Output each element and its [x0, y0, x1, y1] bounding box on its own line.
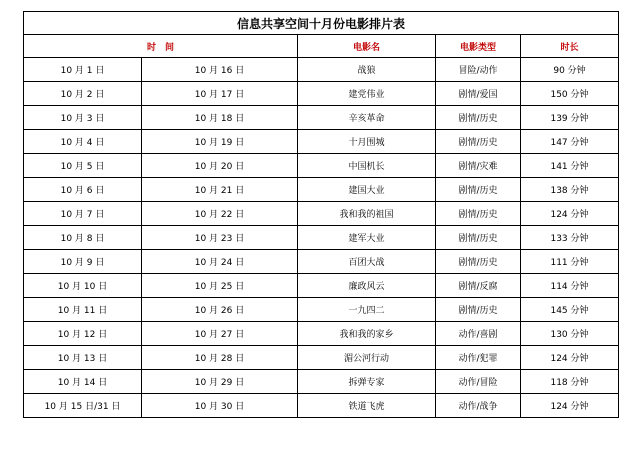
- movie-duration: 133 分钟: [521, 226, 619, 250]
- movie-genre: 剧情/历史: [436, 202, 521, 226]
- second-screening-date: 10 月 25 日: [142, 274, 298, 298]
- table-row: [24, 370, 619, 394]
- movie-genre: 动作/犯罪: [436, 346, 521, 370]
- first-screening-date: 10 月 4 日: [24, 130, 142, 154]
- header-movie: 电影名: [298, 35, 436, 58]
- second-screening-date: 10 月 17 日: [142, 82, 298, 106]
- schedule-sheet: [23, 11, 618, 421]
- first-screening-date: 10 月 6 日: [24, 178, 142, 202]
- first-screening-date: 10 月 9 日: [24, 250, 142, 274]
- second-screening-date: 10 月 21 日: [142, 178, 298, 202]
- movie-genre: 冒险/动作: [436, 58, 521, 82]
- first-screening-date: 10 月 13 日: [24, 346, 142, 370]
- movie-name: 湄公河行动: [298, 346, 436, 370]
- movie-name: 十月围城: [298, 130, 436, 154]
- movie-genre: 剧情/历史: [436, 130, 521, 154]
- table-row: [24, 154, 619, 178]
- header-duration: 时长: [521, 35, 619, 58]
- second-screening-date: 10 月 23 日: [142, 226, 298, 250]
- schedule-table: [23, 11, 619, 418]
- first-screening-date: 10 月 10 日: [24, 274, 142, 298]
- table-row: [24, 322, 619, 346]
- movie-genre: 剧情/爱国: [436, 82, 521, 106]
- movie-duration: 141 分钟: [521, 154, 619, 178]
- table-row: [24, 106, 619, 130]
- movie-name: 百团大战: [298, 250, 436, 274]
- movie-name: 廉政风云: [298, 274, 436, 298]
- movie-duration: 124 分钟: [521, 346, 619, 370]
- table-row: [24, 394, 619, 418]
- second-screening-date: 10 月 24 日: [142, 250, 298, 274]
- second-screening-date: 10 月 16 日: [142, 58, 298, 82]
- movie-genre: 剧情/历史: [436, 298, 521, 322]
- movie-name: 建军大业: [298, 226, 436, 250]
- table-row: [24, 58, 619, 82]
- movie-duration: 111 分钟: [521, 250, 619, 274]
- movie-name: 战狼: [298, 58, 436, 82]
- movie-genre: 剧情/历史: [436, 106, 521, 130]
- movie-duration: 147 分钟: [521, 130, 619, 154]
- first-screening-date: 10 月 3 日: [24, 106, 142, 130]
- second-screening-date: 10 月 26 日: [142, 298, 298, 322]
- movie-name: 铁道飞虎: [298, 394, 436, 418]
- table-row: [24, 346, 619, 370]
- table-title: 信息共享空间十月份电影排片表: [24, 12, 619, 35]
- movie-duration: 150 分钟: [521, 82, 619, 106]
- movie-genre: 动作/战争: [436, 394, 521, 418]
- movie-name: 我和我的家乡: [298, 322, 436, 346]
- movie-genre: 动作/冒险: [436, 370, 521, 394]
- movie-name: 建党伟业: [298, 82, 436, 106]
- table-row: [24, 298, 619, 322]
- first-screening-date: 10 月 14 日: [24, 370, 142, 394]
- second-screening-date: 10 月 27 日: [142, 322, 298, 346]
- first-screening-date: 10 月 7 日: [24, 202, 142, 226]
- first-screening-date: 10 月 2 日: [24, 82, 142, 106]
- second-screening-date: 10 月 20 日: [142, 154, 298, 178]
- movie-genre: 剧情/历史: [436, 226, 521, 250]
- movie-name: 辛亥革命: [298, 106, 436, 130]
- table-row: [24, 130, 619, 154]
- title-row: [24, 12, 619, 35]
- movie-genre: 剧情/灾难: [436, 154, 521, 178]
- movie-genre: 剧情/历史: [436, 250, 521, 274]
- movie-duration: 124 分钟: [521, 202, 619, 226]
- header-row: [24, 35, 619, 58]
- movie-duration: 118 分钟: [521, 370, 619, 394]
- first-screening-date: 10 月 1 日: [24, 58, 142, 82]
- movie-duration: 138 分钟: [521, 178, 619, 202]
- movie-duration: 114 分钟: [521, 274, 619, 298]
- second-screening-date: 10 月 18 日: [142, 106, 298, 130]
- header-time: 时 间: [24, 35, 298, 58]
- movie-duration: 90 分钟: [521, 58, 619, 82]
- first-screening-date: 10 月 11 日: [24, 298, 142, 322]
- movie-name: 中国机长: [298, 154, 436, 178]
- second-screening-date: 10 月 28 日: [142, 346, 298, 370]
- movie-name: 一九四二: [298, 298, 436, 322]
- first-screening-date: 10 月 12 日: [24, 322, 142, 346]
- first-screening-date: 10 月 5 日: [24, 154, 142, 178]
- first-screening-date: 10 月 8 日: [24, 226, 142, 250]
- movie-duration: 124 分钟: [521, 394, 619, 418]
- second-screening-date: 10 月 30 日: [142, 394, 298, 418]
- first-screening-date: 10 月 15 日/31 日: [24, 394, 142, 418]
- table-row: [24, 178, 619, 202]
- movie-genre: 剧情/反腐: [436, 274, 521, 298]
- movie-genre: 剧情/历史: [436, 178, 521, 202]
- movie-duration: 130 分钟: [521, 322, 619, 346]
- table-row: [24, 202, 619, 226]
- movie-name: 拆弹专家: [298, 370, 436, 394]
- second-screening-date: 10 月 19 日: [142, 130, 298, 154]
- table-row: [24, 274, 619, 298]
- table-row: [24, 250, 619, 274]
- table-row: [24, 226, 619, 250]
- second-screening-date: 10 月 29 日: [142, 370, 298, 394]
- movie-duration: 139 分钟: [521, 106, 619, 130]
- movie-name: 我和我的祖国: [298, 202, 436, 226]
- movie-name: 建国大业: [298, 178, 436, 202]
- second-screening-date: 10 月 22 日: [142, 202, 298, 226]
- table-row: [24, 82, 619, 106]
- movie-genre: 动作/喜剧: [436, 322, 521, 346]
- header-genre: 电影类型: [436, 35, 521, 58]
- movie-duration: 145 分钟: [521, 298, 619, 322]
